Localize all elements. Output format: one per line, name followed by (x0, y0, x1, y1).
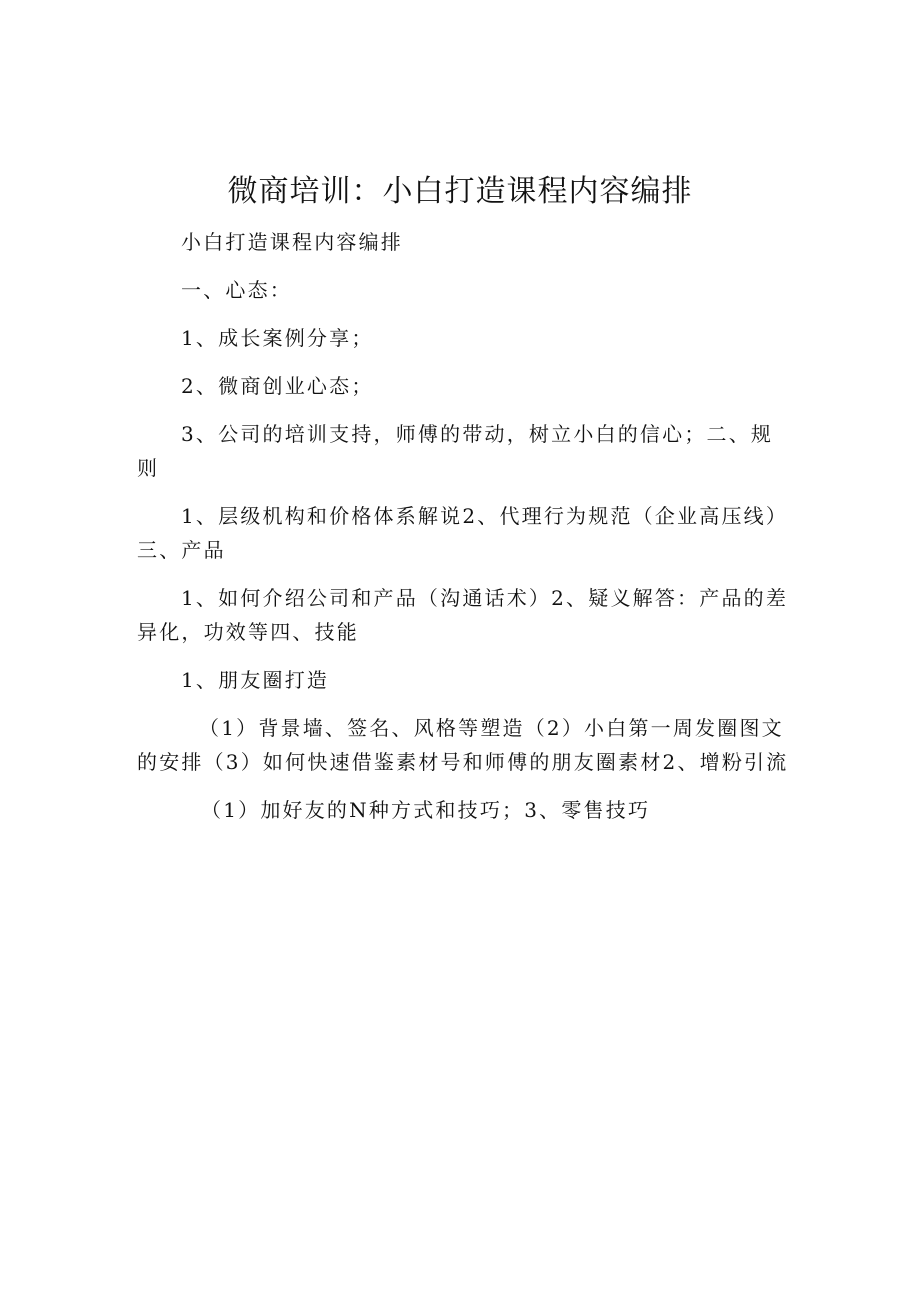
paragraph-subitem: （1）背景墙、签名、风格等塑造（2）小白第一周发圈图文的安排（3）如何快速借鉴素材号和师傅的朋友圈素材2、增粉引流 (137, 716, 789, 774)
paragraph-item: 3、公司的培训支持，师傅的带动，树立小白的信心；二、规则 (137, 422, 774, 480)
paragraph-item: 2、微商创业心态； (181, 374, 374, 398)
paragraph-item: 1、层级机构和价格体系解说2、代理行为规范（企业高压线）三、产品 (137, 504, 789, 562)
paragraph-subtitle: 小白打造课程内容编排 (181, 230, 403, 254)
paragraph-section-mindset: 一、心态： (181, 278, 292, 302)
document-body (137, 225, 792, 841)
document-title: 微商培训：小白打造课程内容编排 (227, 174, 693, 209)
paragraph-item: 1、如何介绍公司和产品（沟通话术）2、疑义解答：产品的差异化，功效等四、技能 (137, 586, 789, 644)
paragraph-item: 1、朋友圈打造 (181, 668, 330, 692)
paragraph-subitem: （1）加好友的N种方式和技巧；3、零售技巧 (201, 798, 651, 822)
paragraph-item: 1、成长案例分享； (181, 326, 374, 350)
